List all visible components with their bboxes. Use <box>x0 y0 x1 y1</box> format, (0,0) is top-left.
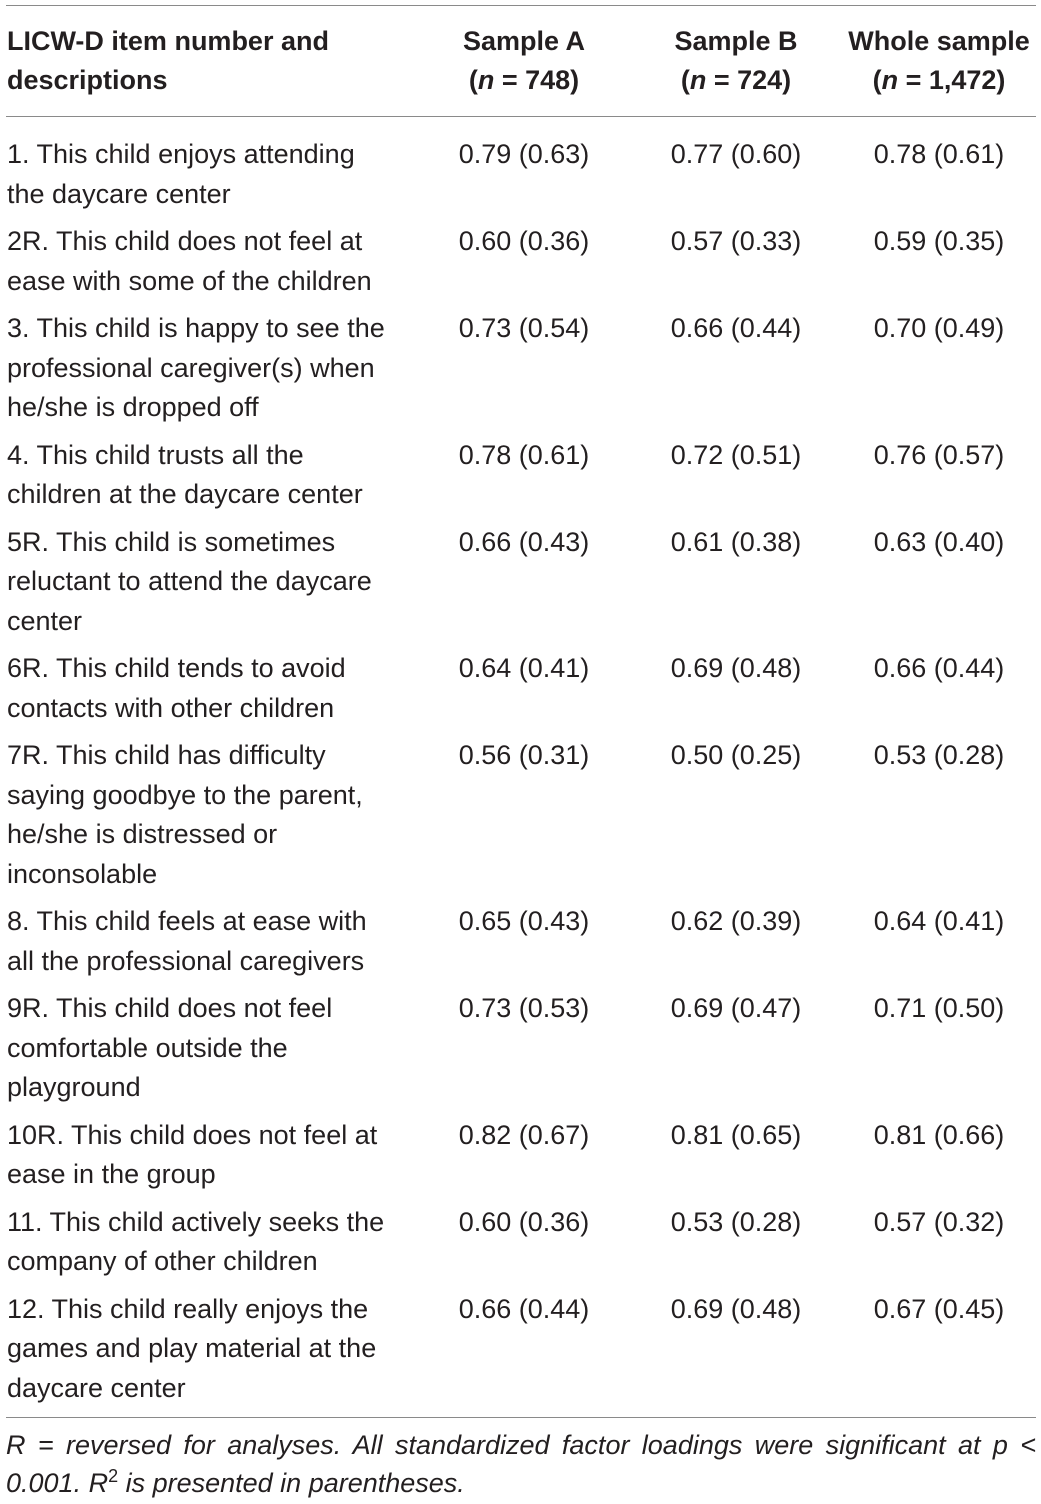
sample-a-value: 0.79 (0.63) <box>458 139 590 169</box>
sample-a-value: 0.60 (0.36) <box>458 1206 590 1237</box>
table-row <box>6 222 1036 309</box>
header-item-descriptions: LICW-D item number and descriptions <box>7 26 329 95</box>
table-row <box>6 989 1036 1116</box>
table-body <box>6 118 1036 1416</box>
table-row <box>6 1116 1036 1203</box>
item-description: 6R. This child tends to avoid contacts with other children <box>7 653 346 723</box>
sample-b-value: 0.81 (0.65) <box>670 1119 802 1150</box>
whole-sample-value: 0.53 (0.28) <box>873 740 1005 770</box>
sample-a-value: 0.56 (0.31) <box>458 740 590 770</box>
item-description: 12. This child really enjoys the games and play material at the daycare center <box>7 1293 377 1403</box>
whole-sample-value: 0.66 (0.44) <box>873 653 1005 683</box>
sample-a-value: 0.65 (0.43) <box>458 906 590 936</box>
whole-sample-value: 0.64 (0.41) <box>873 906 1005 936</box>
whole-sample-value: 0.59 (0.35) <box>873 226 1005 256</box>
table-bottom-rule <box>6 1417 1036 1418</box>
whole-sample-value: 0.71 (0.50) <box>873 993 1005 1023</box>
sample-b-value: 0.77 (0.60) <box>670 139 802 169</box>
sample-b-value: 0.50 (0.25) <box>670 740 802 770</box>
sample-a-value: 0.82 (0.67) <box>458 1119 590 1150</box>
sample-a-value: 0.73 (0.54) <box>458 313 590 343</box>
item-description: 5R. This child is sometimes reluctant to attend the daycare center <box>7 526 372 636</box>
sample-b-value: 0.61 (0.38) <box>670 526 802 557</box>
item-description: 8. This child feels at ease with all the professional caregivers <box>7 906 367 976</box>
table-row <box>6 523 1036 650</box>
sample-b-value: 0.69 (0.48) <box>670 653 802 683</box>
item-description: 1. This child enjoys attending the daycare center <box>7 139 355 209</box>
sample-b-value: 0.53 (0.28) <box>670 1206 802 1237</box>
header-sample-a: Sample A (n = 748) <box>462 26 586 95</box>
sample-b-value: 0.66 (0.44) <box>670 313 802 343</box>
table-top-rule <box>6 5 1036 6</box>
whole-sample-value: 0.81 (0.66) <box>873 1119 1005 1150</box>
sample-a-value: 0.66 (0.44) <box>458 1293 590 1324</box>
sample-b-value: 0.62 (0.39) <box>670 906 802 936</box>
item-description: 2R. This child does not feel at ease with some of the children <box>7 226 372 296</box>
sample-a-value: 0.60 (0.36) <box>458 226 590 256</box>
sample-b-value: 0.69 (0.47) <box>670 993 802 1023</box>
item-description: 11. This child actively seeks the company of other children <box>7 1206 385 1276</box>
sample-a-value: 0.66 (0.43) <box>458 526 590 557</box>
table-row <box>6 736 1036 902</box>
table-row <box>6 902 1036 989</box>
sample-a-value: 0.64 (0.41) <box>458 653 590 683</box>
header-whole-sample: Whole sample (n = 1,472) <box>848 26 1030 95</box>
sample-b-value: 0.57 (0.33) <box>670 226 802 256</box>
whole-sample-value: 0.78 (0.61) <box>873 139 1005 169</box>
table-row <box>6 649 1036 736</box>
whole-sample-value: 0.57 (0.32) <box>873 1206 1005 1237</box>
item-description: 3. This child is happy to see the professional caregiver(s) when he/she is dropped off <box>7 313 385 422</box>
table-footnote: R = reversed for analyses. All standardized factor loadings were significant at p < 0.001. $R^2$ is presented in parentheses. <box>6 1430 1036 1498</box>
sample-b-value: 0.72 (0.51) <box>670 439 802 470</box>
table-row <box>6 118 1036 222</box>
whole-sample-value: 0.63 (0.40) <box>873 526 1005 557</box>
sample-b-value: 0.69 (0.48) <box>670 1293 802 1324</box>
sample-a-value: 0.73 (0.53) <box>458 993 590 1023</box>
table-row <box>6 309 1036 436</box>
table-row <box>6 436 1036 523</box>
whole-sample-value: 0.67 (0.45) <box>873 1293 1005 1324</box>
item-description: 9R. This child does not feel comfortable outside the playground <box>7 993 333 1102</box>
factor-loadings-table <box>6 22 1036 1416</box>
table-row <box>6 1290 1036 1417</box>
item-description: 10R. This child does not feel at ease in the group <box>7 1119 378 1189</box>
table-row <box>6 1203 1036 1290</box>
whole-sample-value: 0.70 (0.49) <box>873 313 1005 343</box>
table-header-row <box>6 22 1036 118</box>
item-description: 7R. This child has difficulty saying goodbye to the parent, he/she is distressed or inconsolable <box>7 740 363 889</box>
sample-a-value: 0.78 (0.61) <box>458 439 590 470</box>
whole-sample-value: 0.76 (0.57) <box>873 439 1005 470</box>
header-sample-b: Sample B (n = 724) <box>674 26 798 95</box>
item-description: 4. This child trusts all the children at the daycare center <box>7 439 363 509</box>
